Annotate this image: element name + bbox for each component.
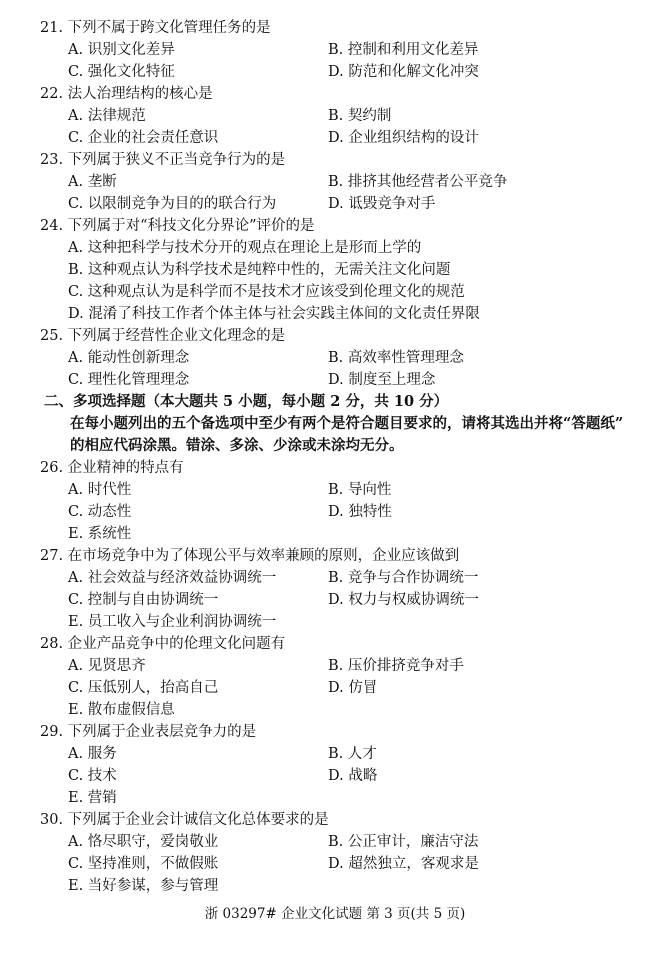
question-28-option-b: B. 压价排挤竞争对手: [328, 658, 464, 674]
question-28-option-a: A. 见贤思齐: [68, 658, 146, 674]
question-26-stem: 26. 企业精神的特点有: [40, 460, 184, 476]
question-27-option-a: A. 社会效益与经济效益协调统一: [68, 570, 277, 586]
question-28-option-c: C. 压低别人，抬高自己: [68, 680, 219, 696]
question-25-option-a: A. 能动性创新理念: [68, 350, 190, 366]
question-30-option-d: D. 超然独立，客观求是: [328, 856, 479, 872]
question-24-option-a: A. 这种把科学与技术分开的观点在理论上是形而上学的: [68, 240, 422, 256]
question-22-option-b: B. 契约制: [328, 108, 392, 124]
question-21-option-c: C. 强化文化特征: [68, 64, 175, 80]
question-27-option-b: B. 竞争与合作协调统一: [328, 570, 479, 586]
question-30-option-a: A. 恪尽职守，爱岗敬业: [68, 834, 219, 850]
question-26-option-b: B. 导向性: [328, 482, 392, 498]
question-29-option-e: E. 营销: [68, 790, 117, 806]
question-25-option-d: D. 制度至上理念: [328, 372, 436, 388]
question-30-stem: 30. 下列属于企业会计诚信文化总体要求的是: [40, 812, 329, 828]
question-30-option-c: C. 坚持准则，不做假账: [68, 856, 219, 872]
question-27-option-e: E. 员工收入与企业利润协调统一: [68, 614, 277, 630]
question-24-option-c: C. 这种观点认为是科学而不是技术才应该受到伦理文化的规范: [68, 284, 465, 300]
question-30-option-e: E. 当好参谋，参与管理: [68, 878, 219, 894]
question-23-option-b: B. 排挤其他经营者公平竞争: [328, 174, 508, 190]
question-29-stem: 29. 下列属于企业表层竞争力的是: [40, 724, 257, 740]
question-26-option-d: D. 独特性: [328, 504, 392, 520]
question-24-option-b: B. 这种观点认为科学技术是纯粹中性的，无需关注文化问题: [68, 262, 451, 278]
page-footer: 浙 03297# 企业文化试题 第 3 页(共 5 页): [204, 906, 466, 922]
section2-instruction-line2: 的相应代码涂黑。错涂、多涂、少涂或未涂均无分。: [70, 437, 404, 454]
question-22-option-d: D. 企业组织结构的设计: [328, 130, 479, 146]
question-23-option-a: A. 垄断: [68, 174, 117, 190]
question-24-option-d: D. 混淆了科技工作者个体主体与社会实践主体间的文化责任界限: [68, 306, 480, 322]
question-22-stem: 22. 法人治理结构的核心是: [40, 86, 213, 102]
question-28-stem: 28. 企业产品竞争中的伦理文化问题有: [40, 636, 286, 652]
question-22-option-c: C. 企业的社会责任意识: [68, 130, 219, 146]
question-25-option-c: C. 理性化管理理念: [68, 372, 190, 388]
question-23-option-c: C. 以限制竞争为目的的联合行为: [68, 196, 277, 212]
question-23-option-d: D. 诋毁竞争对手: [328, 196, 436, 212]
question-27-option-d: D. 权力与权威协调统一: [328, 592, 479, 608]
question-25-option-b: B. 高效率性管理理念: [328, 350, 464, 366]
question-25-stem: 25. 下列属于经营性企业文化理念的是: [40, 328, 286, 344]
question-28-option-d: D. 仿冒: [328, 680, 378, 696]
question-29-option-b: B. 人才: [328, 746, 377, 762]
question-26-option-a: A. 时代性: [68, 482, 132, 498]
question-27-stem: 27. 在市场竞争中为了体现公平与效率兼顾的原则，企业应该做到: [40, 548, 460, 564]
question-23-stem: 23. 下列属于狭义不正当竞争行为的是: [40, 152, 286, 168]
question-21-option-b: B. 控制和利用文化差异: [328, 42, 479, 58]
question-29-option-a: A. 服务: [68, 746, 117, 762]
question-21-stem: 21. 下列不属于跨文化管理任务的是: [40, 20, 271, 36]
section2-heading: 二、多项选择题（本大题共 5 小题，每小题 2 分，共 10 分）: [44, 393, 449, 410]
question-21-option-a: A. 识别文化差异: [68, 42, 175, 58]
question-26-option-c: C. 动态性: [68, 504, 132, 520]
question-29-option-c: C. 技术: [68, 768, 117, 784]
question-29-option-d: D. 战略: [328, 768, 378, 784]
question-22-option-a: A. 法律规范: [68, 108, 146, 124]
question-24-stem: 24. 下列属于对“科技文化分界论”评价的是: [40, 218, 315, 234]
question-26-option-e: E. 系统性: [68, 526, 132, 542]
question-28-option-e: E. 散布虚假信息: [68, 702, 175, 718]
question-27-option-c: C. 控制与自由协调统一: [68, 592, 219, 608]
section2-instruction-line1: 在每小题列出的五个备选项中至少有两个是符合题目要求的，请将其选出并将“答题纸”: [70, 415, 624, 432]
question-30-option-b: B. 公正审计，廉洁守法: [328, 834, 479, 850]
question-21-option-d: D. 防范和化解文化冲突: [328, 64, 479, 80]
